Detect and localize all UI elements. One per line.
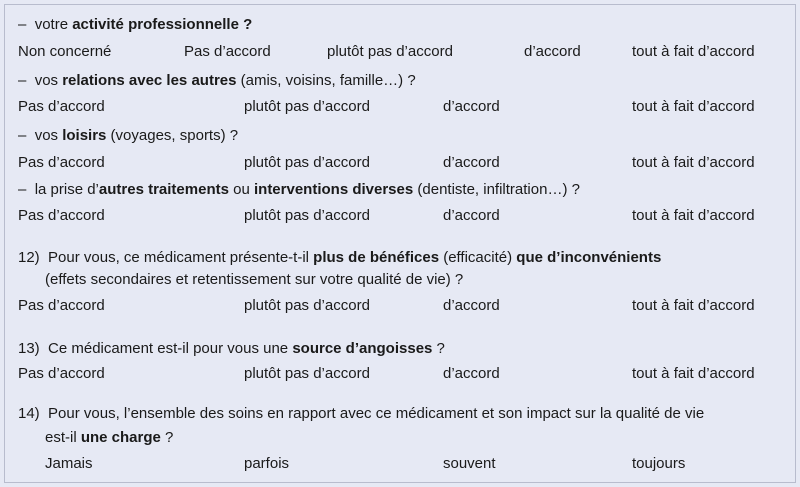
option-disagree[interactable]: Pas d’accord [18, 365, 105, 382]
option-fully-agree[interactable]: tout à fait d’accord [632, 365, 755, 382]
option-agree[interactable]: d’accord [443, 297, 500, 314]
item-relations: – vos relations avec les autres (amis, voisins, famille…) ? [18, 72, 416, 89]
option-rather-disagree[interactable]: plutôt pas d’accord [244, 297, 370, 314]
option-agree[interactable]: d’accord [443, 154, 500, 171]
option-agree[interactable]: d’accord [443, 365, 500, 382]
option-fully-agree[interactable]: tout à fait d’accord [632, 98, 755, 115]
question-14-line2: est-il une charge ? [45, 429, 174, 446]
option-disagree[interactable]: Pas d’accord [184, 43, 271, 60]
option-agree[interactable]: d’accord [524, 43, 581, 60]
option-disagree[interactable]: Pas d’accord [18, 98, 105, 115]
question-14: 14) Pour vous, l’ensemble des soins en rapport avec ce médicament et son impact sur la qualité de vie [18, 405, 705, 422]
option-rather-disagree[interactable]: plutôt pas d’accord [244, 365, 370, 382]
option-rather-disagree[interactable]: plutôt pas d’accord [244, 98, 370, 115]
option-rather-disagree[interactable]: plutôt pas d’accord [244, 154, 370, 171]
option-rather-disagree[interactable]: plutôt pas d’accord [244, 207, 370, 224]
item-other-treatments: – la prise d’autres traitements ou interventions diverses (dentiste, infiltration…) ? [18, 181, 580, 198]
item-professional-activity: – votre activité professionnelle ? [18, 16, 253, 33]
option-not-concerned[interactable]: Non concerné [18, 43, 112, 60]
item-leisure: – vos loisirs (voyages, sports) ? [18, 127, 239, 144]
option-sometimes[interactable]: parfois [244, 455, 290, 472]
option-rather-disagree[interactable]: plutôt pas d’accord [327, 43, 453, 60]
option-disagree[interactable]: Pas d’accord [18, 154, 105, 171]
question-13: 13) Ce médicament est-il pour vous une source d’angoisses ? [18, 340, 445, 357]
option-always[interactable]: toujours [632, 455, 686, 472]
question-12-line2: (effets secondaires et retentissement sur votre qualité de vie) ? [45, 271, 464, 288]
option-disagree[interactable]: Pas d’accord [18, 207, 105, 224]
option-fully-agree[interactable]: tout à fait d’accord [632, 154, 755, 171]
question-12: 12) Pour vous, ce médicament présente-t-il plus de bénéfices (efficacité) que d’inconvénients [18, 249, 662, 266]
option-fully-agree[interactable]: tout à fait d’accord [632, 207, 755, 224]
option-fully-agree[interactable]: tout à fait d’accord [632, 43, 755, 60]
option-agree[interactable]: d’accord [443, 98, 500, 115]
option-disagree[interactable]: Pas d’accord [18, 297, 105, 314]
option-fully-agree[interactable]: tout à fait d’accord [632, 297, 755, 314]
option-agree[interactable]: d’accord [443, 207, 500, 224]
option-often[interactable]: souvent [443, 455, 496, 472]
option-never[interactable]: Jamais [45, 455, 93, 472]
